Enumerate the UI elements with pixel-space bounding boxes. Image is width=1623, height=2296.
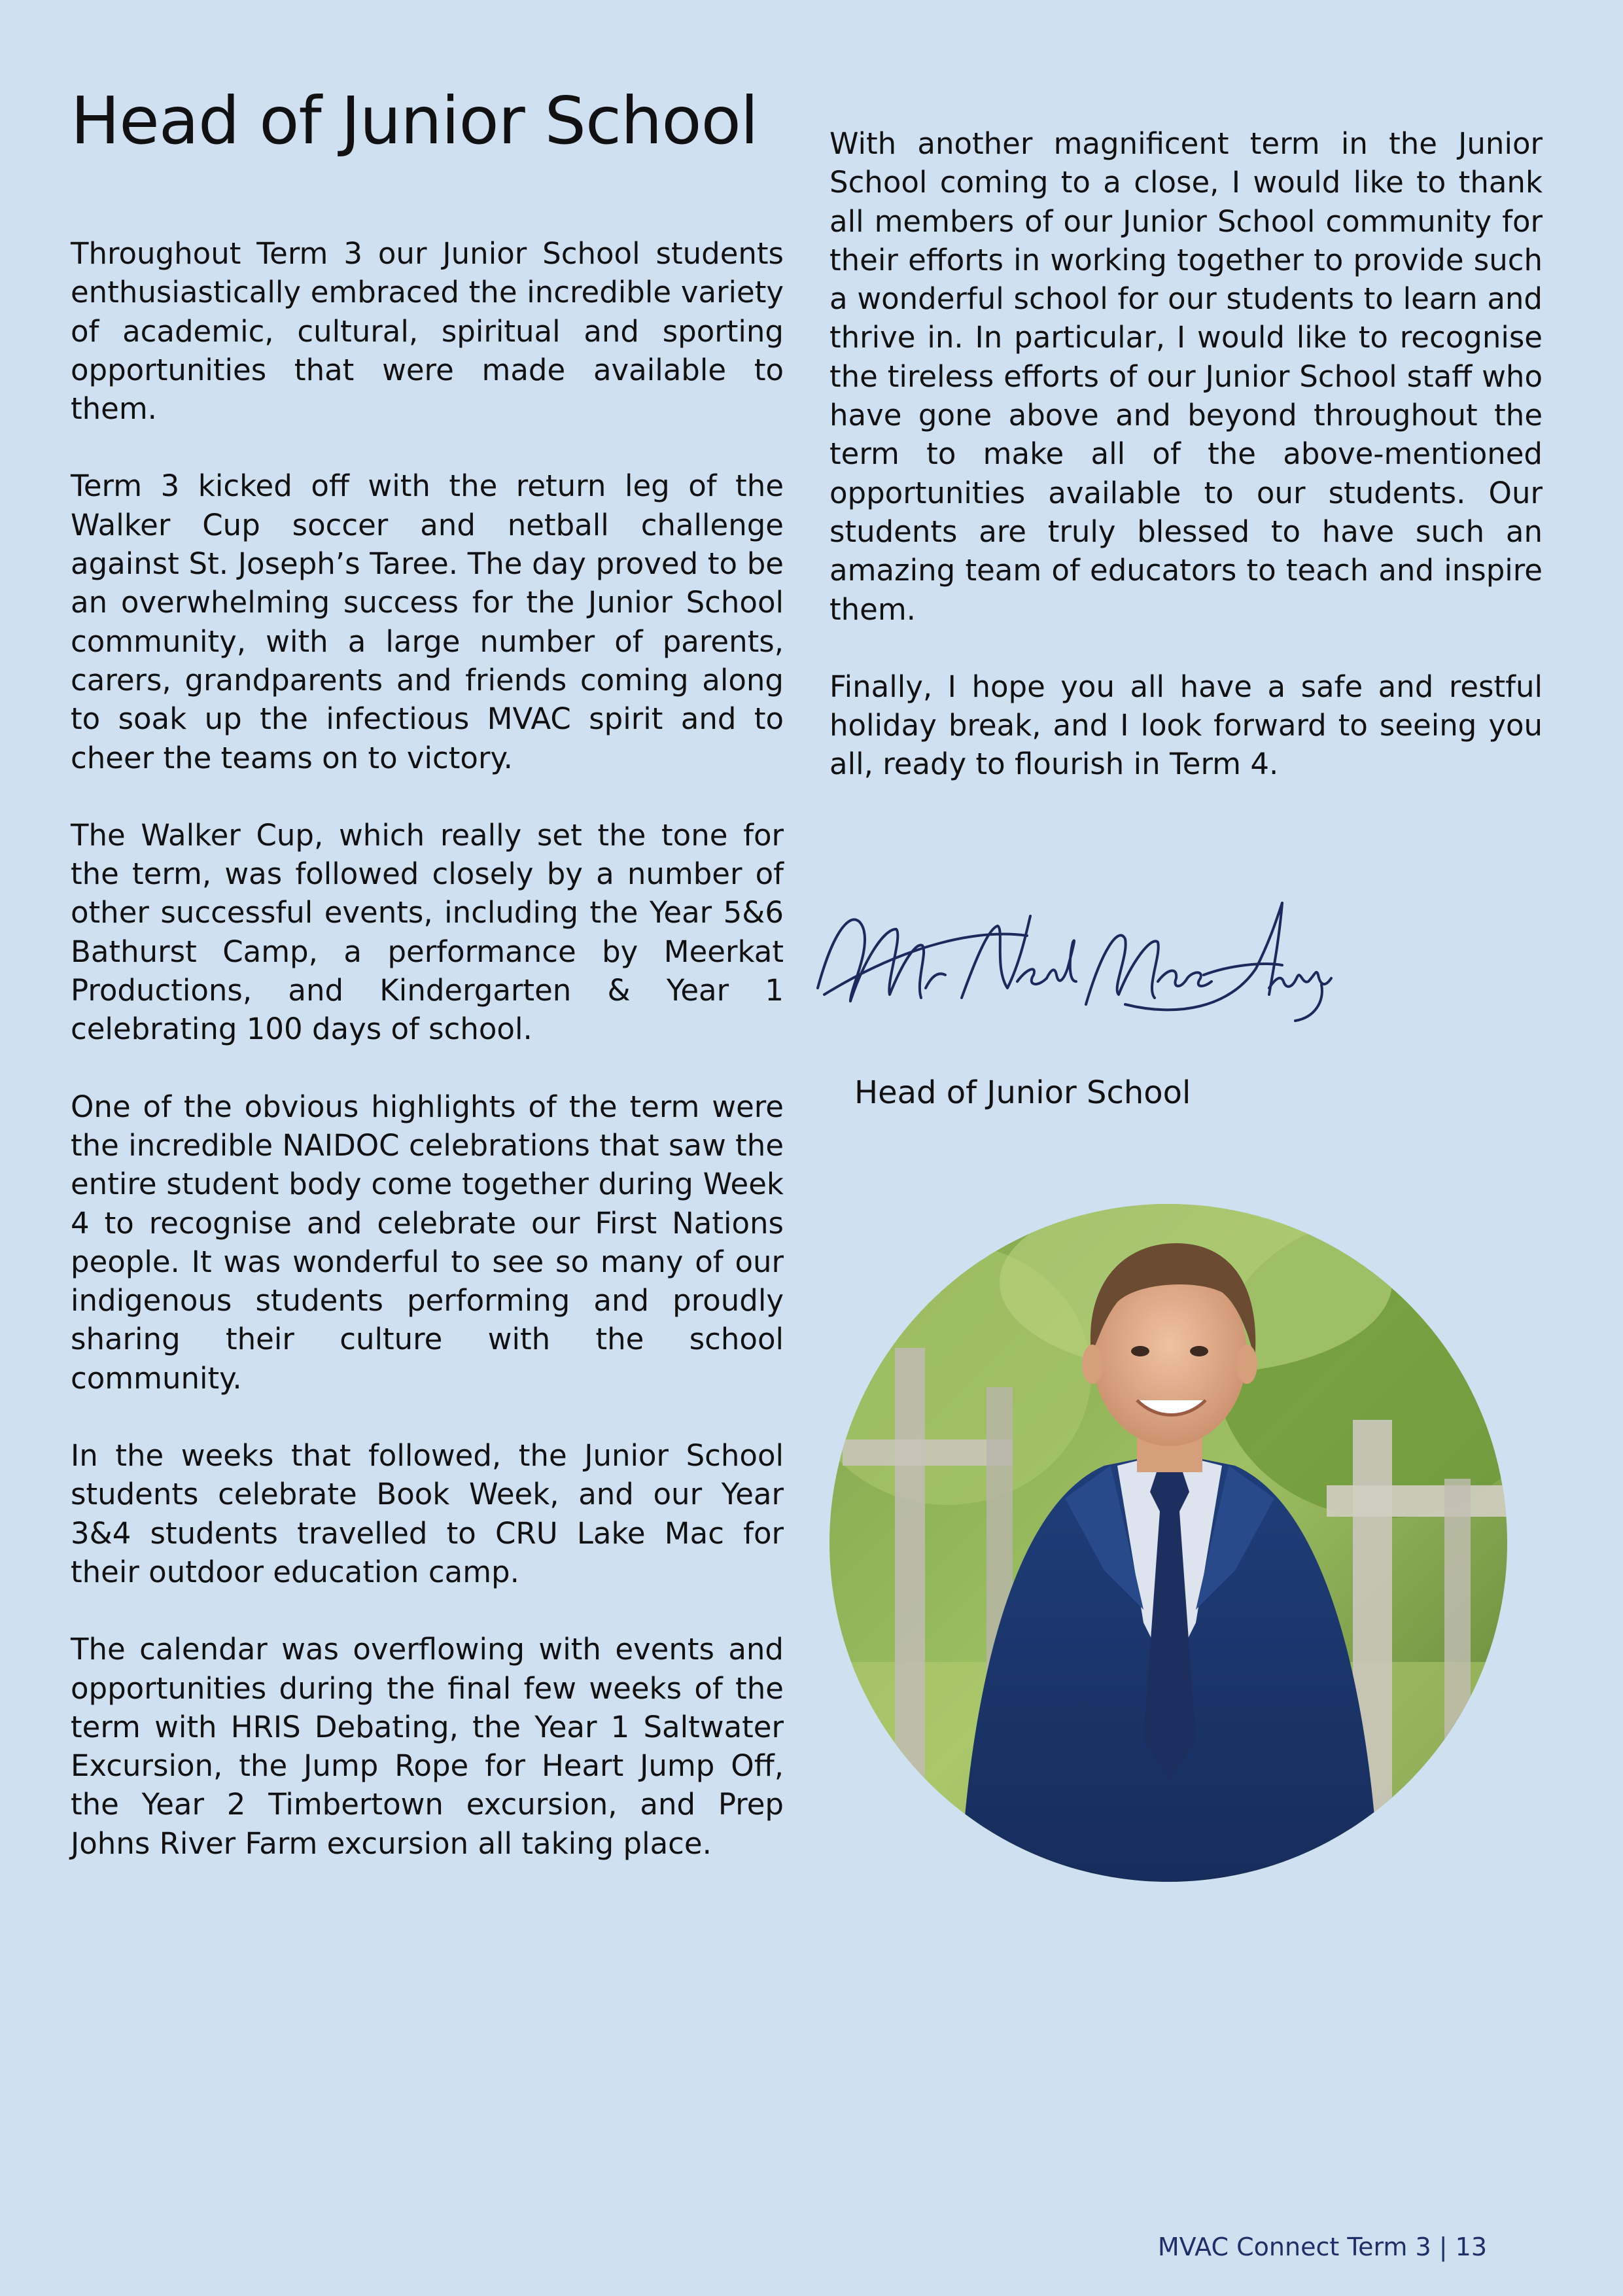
paragraph: With another magnificent term in the Junior School coming to a close, I would like to thank all members of our Junior School community for their efforts in working together to provide such a wonderful school for our students to learn and thrive in. In particular, I would like to recognise the tireless efforts of our Junior School staff who have gone above and beyond throughout the term to make all of the above-mentioned opportunities available to our students. Our students are truly blessed to have such an amazing team of educators to teach and inspire them. (829, 126, 1543, 627)
signature (811, 890, 1335, 1034)
paragraph: The Walker Cup, which really set the tone for the term, was followed closely by a number of other successful events, including the Year 5&6 Bathurst Camp, a performance by Meerkat Productions, and Kindergarten & Year 1 celebrating 100 days of school. (71, 817, 784, 1047)
page-footer: MVAC Connect Term 3 | 13 (1157, 2233, 1487, 2261)
portrait-photo (829, 1204, 1507, 1882)
paragraph: The calendar was overflowing with events and opportunities during the final few weeks of the term with HRIS Debating, the Year 1 Saltwater Excursion, the Jump Rope for Heart Jump Off, the Year 2 Timbertown excursion, and Prep Johns River Farm excursion all taking place. (71, 1632, 784, 1861)
paragraph: Term 3 kicked off with the return leg of the Walker Cup soccer and netball challenge against St. Joseph’s Taree. The day proved to be an overwhelming success for the Junior School community, with a large number of parents, carers, grandparents and friends coming along to soak up the infectious MVAC spirit and to cheer the teams on to victory. (71, 468, 784, 775)
right-column (829, 124, 1543, 822)
paragraph: One of the obvious highlights of the term were the incredible NAIDOC celebrations that saw the entire student body come together during Week 4 to recognise and celebrate our First Nations people. It was wonderful to see so many of our indigenous students performing and proudly sharing their culture with the school community. (71, 1089, 784, 1396)
left-column (71, 79, 784, 1863)
signature-icon (811, 890, 1335, 1034)
portrait-icon (829, 1204, 1507, 1882)
paragraph: In the weeks that followed, the Junior School students celebrate Book Week, and our Year 3&4 students travelled to CRU Lake Mac for their outdoor education camp. (71, 1438, 784, 1589)
page-title: Head of Junior School (71, 82, 758, 159)
paragraph: Throughout Term 3 our Junior School students enthusiastically embraced the incredible variety of academic, cultural, spiritual and sporting opportunities that were made available to them. (71, 236, 784, 427)
signature-caption: Head of Junior School (854, 1074, 1191, 1111)
paragraph: Finally, I hope you all have a safe and restful holiday break, and I look forward to seeing you all, ready to flourish in Term 4. (829, 669, 1543, 782)
